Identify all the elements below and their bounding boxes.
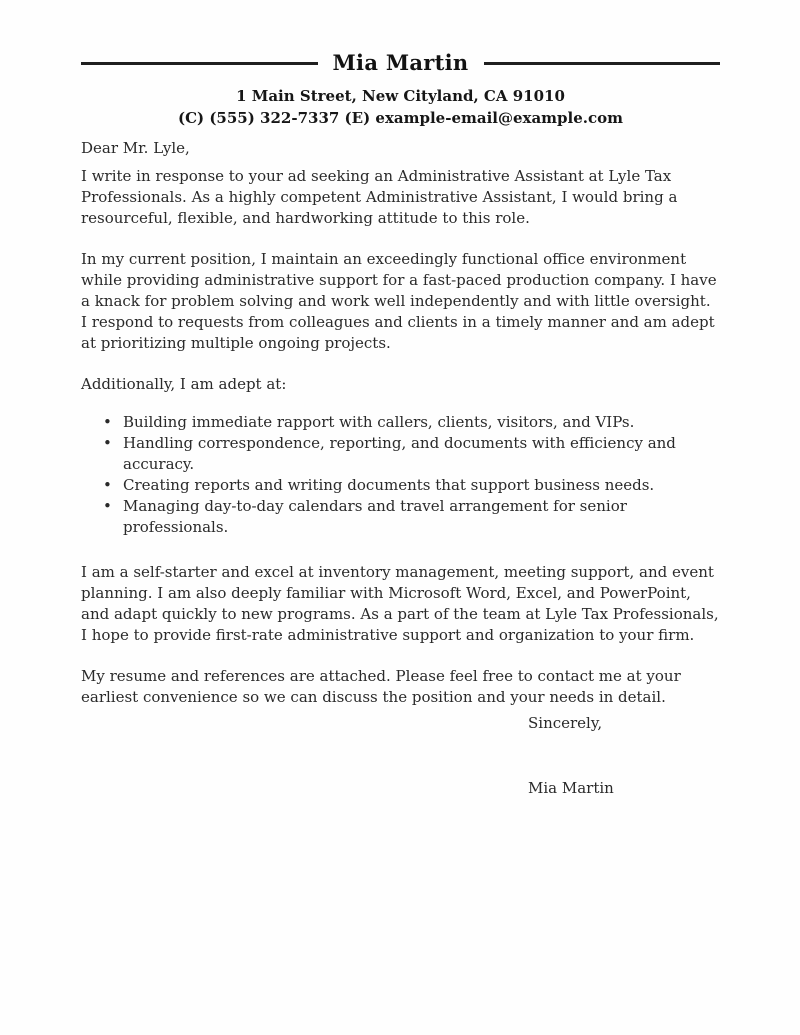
letter-body bbox=[81, 138, 720, 799]
paragraph-current-position: In my current position, I maintain an exceedingly functional office environment while providing administrative support for a fast-paced production company. I have a knack for problem solving and work well independently and with little oversight. I respond to requests from colleagues and clients in a timely manner and am adept at prioritizing multiple ongoing projects. bbox=[81, 250, 717, 352]
skill-item-correspondence: • Handling correspondence, reporting, and documents with efficiency and accuracy. bbox=[123, 433, 720, 475]
right-rule bbox=[484, 62, 721, 65]
letter-header bbox=[81, 50, 720, 129]
signature-name: Mia Martin bbox=[528, 779, 614, 797]
paragraph-resume-attached: My resume and references are attached. Please feel free to contact me at your earliest convenience so we can discuss the position and your needs in detail. bbox=[81, 667, 681, 706]
sender-name: Mia Martin bbox=[332, 50, 469, 75]
signoff-text: Sincerely, bbox=[528, 714, 603, 732]
paragraph-adept-intro: Additionally, I am adept at: bbox=[81, 375, 287, 393]
left-rule bbox=[81, 62, 318, 65]
salutation: Dear Mr. Lyle, bbox=[81, 139, 190, 157]
paragraph-self-starter: I am a self-starter and excel at inventory management, meeting support, and event planning. I am also deeply familiar with Microsoft Word, Excel, and PowerPoint, and adapt quickly to new programs. As a part of the team at Lyle Tax Professionals, I hope to provide first-rate administrative support and organization to your firm. bbox=[81, 563, 719, 644]
skill-item-calendars: • Managing day-to-day calendars and travel arrangement for senior professionals. bbox=[123, 496, 720, 538]
signoff-block bbox=[528, 713, 720, 799]
address-line: 1 Main Street, New Cityland, CA 91010 bbox=[236, 87, 565, 105]
name-row bbox=[81, 50, 720, 76]
paragraph-opening: I write in response to your ad seeking an Administrative Assistant at Lyle Tax Professionals. As a highly competent Administrative Assistant, I would bring a resourceful, flexible, and hardworking attitude to this role. bbox=[81, 167, 678, 227]
skill-item-reports: • Creating reports and writing documents that support business needs. bbox=[123, 475, 720, 496]
address-block bbox=[81, 85, 720, 129]
contact-line: (C) (555) 322-7337 (E) example-email@example.com bbox=[177, 109, 624, 127]
skills-list bbox=[81, 412, 720, 538]
skill-item-rapport: • Building immediate rapport with callers, clients, visitors, and VIPs. bbox=[123, 412, 720, 433]
